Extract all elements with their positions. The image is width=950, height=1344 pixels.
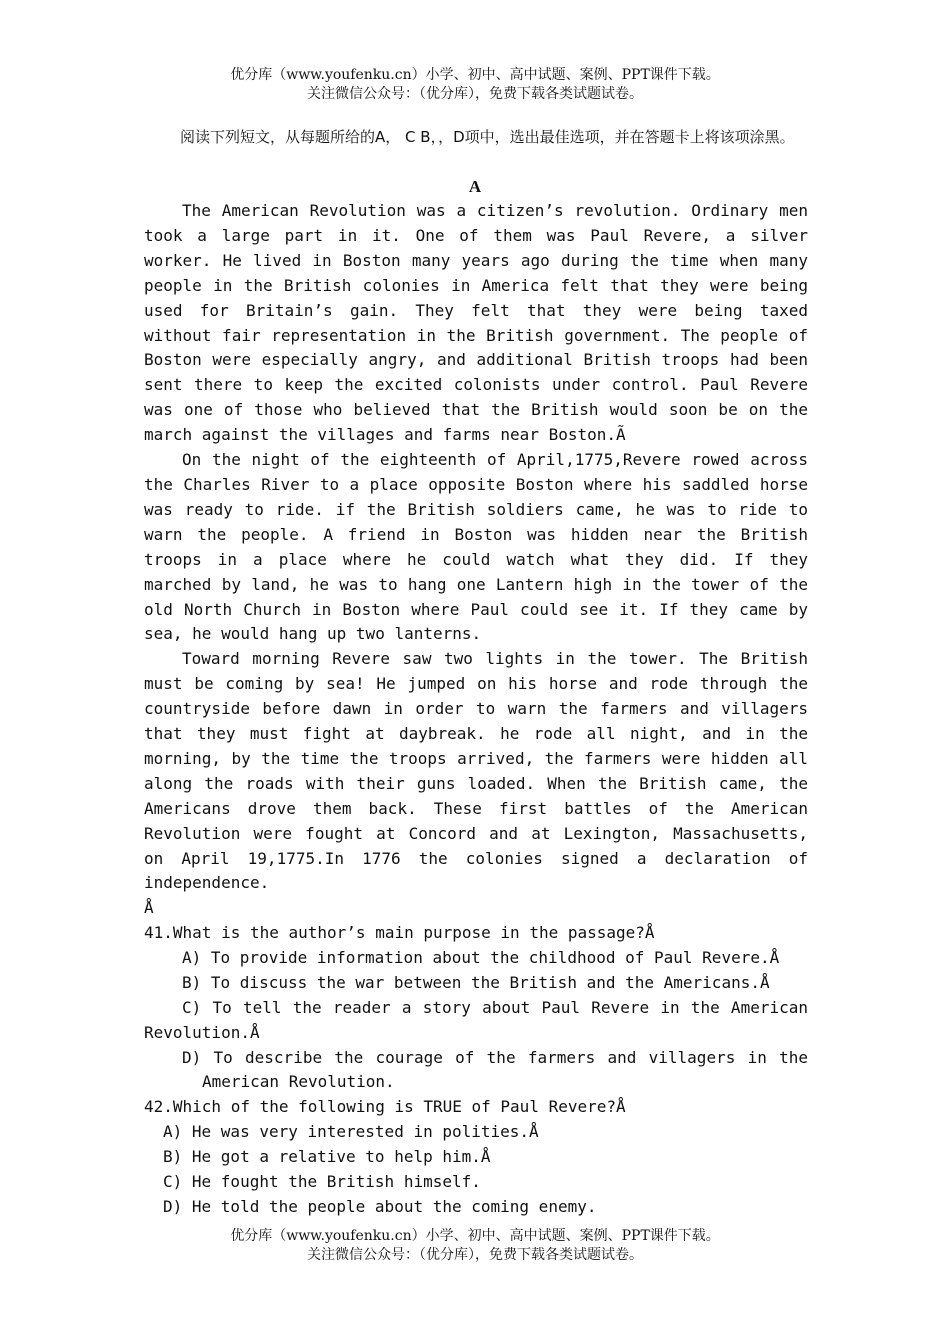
option-b: B) He got a relative to help him.Å [163,1147,491,1167]
footer-line-2: 关注微信公众号：（优分库），免费下载各类试题试卷。 [307,1247,643,1263]
question-42 [144,1095,808,1220]
header-line-1: 优分库（www.youfenku.cn）小学、初中、高中试题、案例、PPT课件下载。 [230,67,720,83]
section-title: A [468,177,482,196]
option-b: B) To discuss the war between the British and the Americans.Å [182,972,770,992]
page-footer [0,1227,950,1265]
option-a: A) He was very interested in polities.Å [163,1122,539,1142]
reading-passage [144,199,808,896]
page-header [0,66,950,104]
question-stem: 41.What is the author’s main purpose in the passage?Å [144,923,655,942]
option-a: A) To provide information about the childhood of Paul Revere.Å [182,947,780,967]
option-d: D) He told the people about the coming enemy. [163,1196,597,1216]
option-c: C) He fought the British himself. [163,1172,481,1192]
option-d: D) To describe the courage of the farmers and villagers in the American Revolution. [182,1047,808,1092]
question-list [144,921,808,1220]
header-line-2: 关注微信公众号：（优分库），免费下载各类试题试卷。 [307,86,643,102]
question-41 [144,921,808,1095]
passage-paragraph-2: On the night of the eighteenth of April,1775,Revere rowed across the Charles River to a place opposite Boston where his saddled horse was ready to ride. if the British soldiers came, he was to ride to warn the people. A friend in Boston was hidden near the British troops in a place where he could watch what they did. If they marched by land, he was to hang one Lantern high in the tower of the old North Church in Boston where Paul could see it. If they came by sea, he would hang up two lanterns. [144,450,808,644]
passage-paragraph-3: Toward morning Revere saw two lights in the tower. The British must be coming by sea! He jumped on his horse and rode through the countryside before dawn in order to warn the farmers and villagers that they must fight at daybreak. he rode all night, and in the morning, by the time the troops arrived, the farmers were hidden all along the roads with their guns loaded. When the British came, the Americans drove them back. These first battles of the American Revolution were fought at Concord and at Lexington, Massachusetts, on April 19,1775.In 1776 the colonies signed a declaration of independence. [144,649,808,893]
question-stem: 42.Which of the following is TRUE of Paul Revere?Å [144,1097,626,1117]
option-c: C) To tell the reader a story about Paul Revere in the American Revolution.Å [144,997,808,1042]
stray-mark: Å [144,898,154,917]
instructions: 阅读下列短文，从每题所给的A， C B，，D项中，选出最佳选项，并在答题卡上将该项涂黑。 [180,128,795,146]
passage-paragraph-1: The American Revolution was a citizen’s revolution. Ordinary men took a large part in it. One of them was Paul Revere, a silver worker. He lived in Boston many years ago during the time when many people in the British colonies in America felt that they were being used for Britain’s gain. They felt that they were being taxed without fair representation in the British government. The people of Boston were especially angry, and additional British troops had been sent there to keep the excited colonists under control. Paul Revere was one of those who believed that the British would soon be on the march against the villages and farms near Boston.Ã [144,201,808,445]
footer-line-1: 优分库（www.youfenku.cn）小学、初中、高中试题、案例、PPT课件下载。 [230,1228,720,1244]
